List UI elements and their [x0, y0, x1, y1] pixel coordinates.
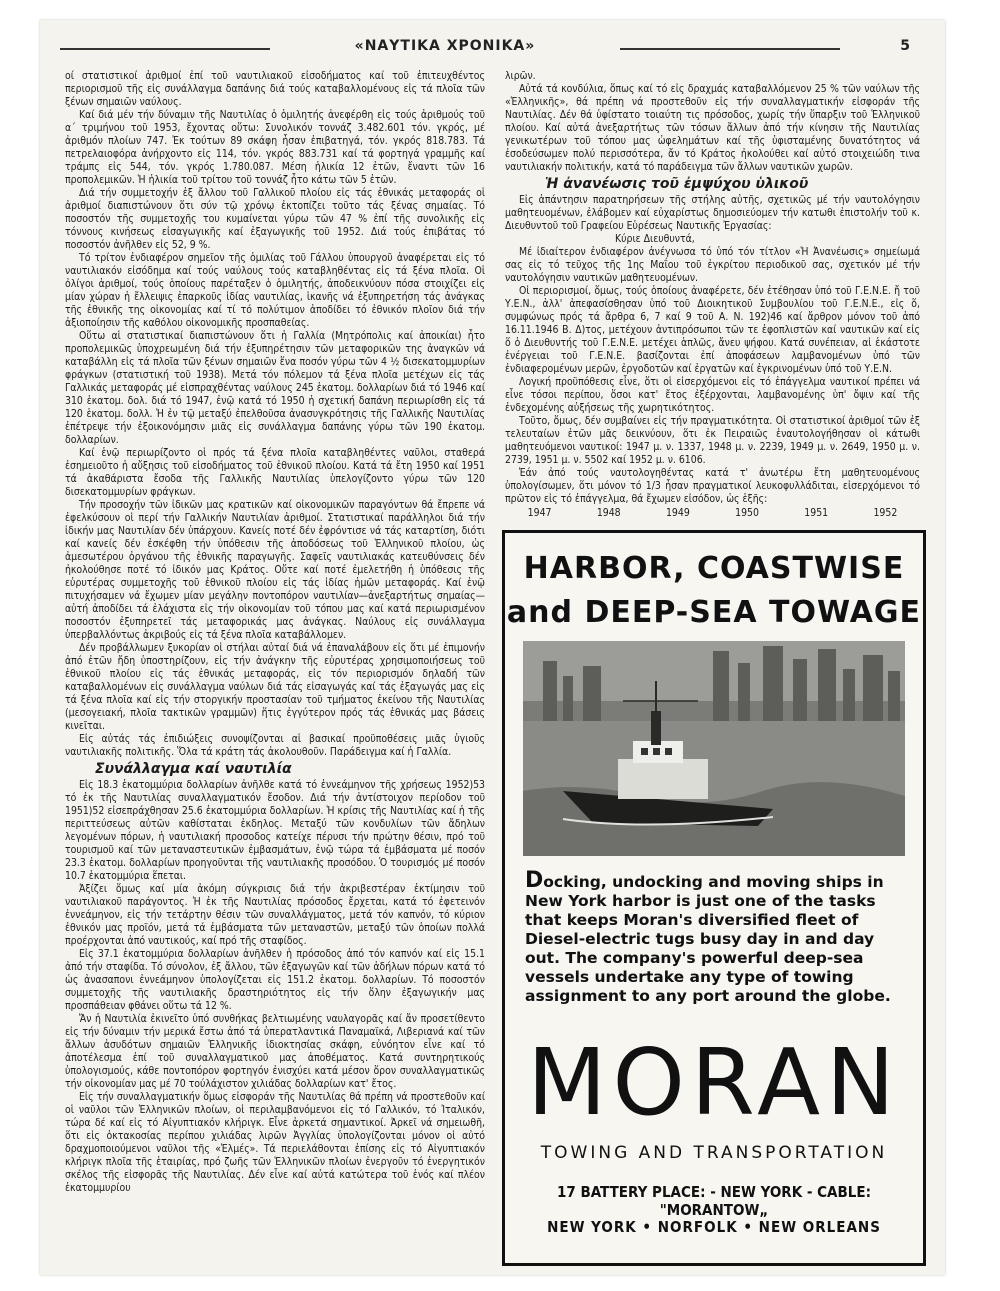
paragraph: Οὕτω αἱ στατιστικαί διαπιστώνουν ὅτι ἡ Γαλλία (Μητρόπολις καί ἀποικίαι) ἦτο προπολεμικῶς ὑποχρεωμένη διά τήν ἐξυπηρέτησιν τῶν μεταφορικῶν της ἀναγκῶν νά καταβάλλη εἰς τά πλοῖα τῶν ξένων σημαιῶν ἕνα ποσόν γύρω τῶν 4 ½ δισεκατομμυρίων φράγκων (στατιστική τοῦ 1938). Μετά τόν πόλεμον τά ξένα πλοῖα μετέχων εἰς τάς Γαλλικάς μεταφοράς μέ εἰσπραχθέντας ναύλους 245 ἑκατομ. δολλαρίων διά τό 1946 καί 310 ἑκατομ. δολ. διά τό 1947, ἐνῷ κατά τό 1950 ἡ σχετική δαπάνη περιωρίσθη εἰς τά 120 ἑκατομ. δολλ. Ἡ ἐν τῷ μεταξύ ἐπελθοῦσα ἀνασυγκρότησις τῆς Γαλλικῆς Ναυτιλίας ἐπέτρεψε τήν ἐξοικονόμησιν μιᾶς εἰς συνάλλαγμα δαπάνης γύρω τῶν 190 ἑκατομ. δολλαρίων.: [65, 330, 485, 446]
office-cities: NEW YORK • NORFOLK • NEW ORLEANS: [547, 1218, 881, 1236]
ad-body-text: [525, 868, 905, 1006]
paragraph: Ἀξίζει ὅμως καί μία ἀκόμη σύγκρισις διά τήν ἀκριβεστέραν ἐκτίμησιν τοῦ ναυτιλιακοῦ παράγοντος. Ἡ ἐκ τῆς Ναυτιλίας πρόσοδος ἔρχεται, κατά τό ἐφετεινόν ἐννεάμηνον, εἰς τήν τετάρτην θέσιν τῶν συναλλάγματος, μετά τόν καπνόν, τό κύριον ἐθνικόν μας προϊόν, μετά τά ἐμβάσματα τῶν μεταναστῶν, μεταξύ τῶν ὁποίων πολλά προέρχονται ἀπό ναυτικούς, καί πρό τῆς σταφίδος.: [65, 883, 485, 947]
table-cell: [782, 519, 851, 520]
right-column: [505, 70, 920, 520]
paragraph: Δέν προβάλλωμεν ξυκορίαν οἱ στήλαι αὐταί διά νά ἐπαναλάβουν εἰς ὅτι μέ ἐπιμονήν ἀπό ἐτῶν ἤδη ὑποστηρίζουν, εἰς τήν ἀνάγκην τῆς εὐρυτέρας χρησιμοποιήσεως τοῦ ἐθνικοῦ πλοίου εἰς τάς ἐθνικάς μεταφοράς, εἰς τόν περιορισμόν δηλαδή τῶν καταβαλλομένων εἰς συνάλλαγμα ναύλων διά τάς εἰσαγωγάς καί τάς ἐξαγωγάς μας εἰς τά ξένα πλοῖα καί εἰς τήν στοργικήν προστασίαν τοῦ τμήματος ἐκείνου τῆς Ναυτιλίας (μεσογειακή, πλοῖα τακτικῶν γραμμῶν) ἥτις ἐγγύτερον πρός τάς ἐθνικάς μας βάσεις κινεῖται.: [65, 642, 485, 732]
paragraph: Λογική προϋπόθεσις εἶνε, ὅτι οἱ εἰσερχόμενοι εἰς τό ἐπάγγελμα ναυτικοί πρέπει νά εἶνε τόσοι περίπου, ὅσοι κατ' ἔτος ἐξέρχονται, λαμβανομένης ὑπ' ὄψιν καί τῆς ἐνδεχομένης αὐξήσεως τῆς χωρητικότητος.: [505, 376, 920, 414]
paragraph: Εἰς τήν συναλλαγματικήν ὅμως εἰσφοράν τῆς Ναυτιλίας θά πρέπη νά προστεθοῦν καί οἱ ναῦλοι τῶν Ἑλληνικῶν πλοίων, οἱ περιλαμβανόμενοι εἰς τό Γαλλικόν, τό Ἰταλικόν, τώρα δέ καί εἰς τό Αἰγυπτιακόν κλήριγκ. Εἶνε ἀρκετά σημαντικοί. Ἀρκεῖ νά σημειωθῆ, ὅτι εἰς ὀκτακοσίας περίπου χιλιάδας λιρῶν Ἀγγλίας ὑπολογίζονται μόνον οἱ αὐτό δραχμοποιούμενοι ναῦλοι τῆς «Ἐλμές». Τά περιελάθονται ἐπίσης εἰς τό Αἰγυπτιακόν κλήριγκ πλοῖα τῆς ἑταιρίας, πρό ζωῆς τῶν Ἑλληνικῶν πλοίων ἐνεργοῦν τό ἐνεργητικόν σκέλος τῆς εἰσφορᾶς τῆς Ναυτιλίας. Δέν εἶνε καί αὐτά κατώτερα τοῦ ἑνός καί πλέον ἑκατομμυρίου: [65, 1091, 485, 1194]
ad-dropcap: D: [525, 868, 544, 893]
table-cell: [505, 519, 574, 520]
magazine-title: «ΝΑΥΤΙΚΑ ΧΡΟΝΙΚΑ»: [354, 38, 536, 54]
table-cell: 1947: [527, 507, 552, 519]
paragraph: Μέ ἰδιαίτερον ἐνδιαφέρον ἀνέγνωσα τό ὑπό τόν τίτλον «Ἡ Ἀνανέωσις» σημείωμά σας εἰς τό τεῦχος τῆς 1ης Μαΐου τοῦ ἐγκρίτου περιοδικοῦ σας, σχετικόν μέ τήν ναυτολόγησιν ναυτικῶν μαθητευομένων.: [505, 246, 920, 284]
paragraph: Τήν προσοχήν τῶν ἰδικῶν μας κρατικῶν καί οἰκονομικῶν παραγόντων θά ἔπρεπε νά ἐφελκύσουν οἱ περί τήν Γαλλικήν Ναυτιλίαν ἀριθμοί. Στατιστικαί παράλληλοι διά τήν ἰδικήν μας Ναυτιλίαν δέν ὑπάρχουν. Κανείς ποτέ δέν ἐφρόντισε νά τάς καταρτίση, διότι καί κανείς δέν ἐσκέφθη τήν ὑπόθεσιν τῆς ἀποδόσεως τοῦ Ἑλληνικοῦ πλοίου, ὡς ἀμεσωτέρου ὀργάνου τῆς ἐθνικῆς παραγωγῆς. Σαφεῖς ναυτιλιακάς κατευθύνσεις δέν ἠκολούθησε ποτέ τό ἰδικόν μας Κράτος. Οὔτε καί ποτέ ἐμελετήθη ἡ ὑπόθεσις τῆς εὐρυτέρας συμμετοχῆς τοῦ ἐθνικοῦ πλοίου εἰς τάς ἰδίας ἡμῶν μεταφοράς. Καί ἐνῷ πιτυχήσαμεν νά ἔχωμεν μίαν μεγάλην ποντοπόρον ναυτιλίαν—ἀνεξαρτήτως σημαίας—αὐτή ἀποδίδει τά ἐλάχιστα εἰς τήν οἰκονομίαν τοῦ τόπου μας καί κατά περιωρισμένον ποσοστόν ἐξυπηρετεῖ τάς μεταφορικάς μας ἀνάγκας. Ναύλους εἰς συνάλλαγμα ὑπερβαλλόντως ἀκριβούς εἰς τά ξένα πλοῖα καταβάλλομεν.: [65, 499, 485, 641]
table-cell: 1948: [596, 507, 621, 519]
paragraph: Εἰς ἀπάντησιν παρατηρήσεων τῆς στήλης αὐτῆς, σχετικῶς μέ τήν ναυτολόγησιν μαθητευομένων, ἐλάβομεν καί εὐχαρίστως δημοσιεύομεν τήν κατωθι ἐπιστολήν τοῦ κ. Διευθυντοῦ τοῦ Γραφείου Εὑρέσεως Ναυτικῆς Ἐργασίας:: [505, 194, 920, 232]
table-cell: 1952: [873, 507, 898, 519]
paragraph: λιρῶν.: [505, 70, 536, 82]
section-heading: Ἡ ἀνανέωσις τοῦ ἐμψύχου ὑλικοῦ: [545, 176, 809, 192]
ad-headline-1: HARBOR, COASTWISE: [523, 551, 905, 586]
paragraph: Διά τήν συμμετοχήν ἐξ ἄλλου τοῦ Γαλλικοῦ πλοίου εἰς τάς ἐθνικάς μεταφοράς οἱ ἀριθμοί διαπιστώνουν ὅτι σύν τῷ χρόνῳ ἐκτοπίζει τοῦτο τάς ξένας σημαίας. Τό ποσοστόν τῆς συμμετοχῆς του κυμαίνεται γύρω τῶν 47 % ἐπί τῆς συνολικῆς εἰς τόννους κινήσεως εἰσαγωγικῆς καί ἐξαγωγικῆς τοῦ 1952. Διά τούς ἐπιβάτας τό ποσοστόν ἀνῆλθεν εἰς 52, 9 %.: [65, 187, 485, 251]
letter-salutation: Κύριε Διευθυντά,: [615, 233, 695, 245]
brand-tagline: TOWING AND TRANSPORTATION: [540, 1143, 888, 1163]
table-cell: [574, 519, 643, 520]
table-cell: [643, 519, 712, 520]
company-address: 17 BATTERY PLACE: - NEW YORK - CABLE: "MORANTOW„: [557, 1183, 871, 1219]
page-number: 5: [900, 38, 910, 54]
header-rule-left: [60, 48, 270, 50]
page-header: [60, 38, 920, 58]
table-cell: 1950: [735, 507, 759, 519]
paragraph: Οἱ περιορισμοί, ὅμως, τούς ὁποίους ἀναφέρετε, δέν ἐτέθησαν ὑπό τοῦ Γ.Ε.Ν.Ε. ἤ τοῦ Υ.Ε.Ν., ἀλλ' ἀπεφασίσθησαν ὑπό τοῦ Διοικητικοῦ Συμβουλίου τοῦ Γ.Ε.Ν.Ε., εἰς ὅ, συμφώνως πρός τά ἄρθρα 6, 7 καί 9 τοῦ Α. Ν. 192)46 καί ἄρθρον μόνον τοῦ ἀπό 16.11.1946 Β. Δ)τος, μετέχουν ἀντιπρόσωποι τῶν τε ἐφοπλιστῶν καί ναυτικῶν καί εἰς ὅ ὁ Διευθυντής τοῦ Γ.Ε.Ν.Ε. μετέχει ἁπλῶς, ἄνευ ψήφου. Κατά συνέπειαν, αἱ ἑκάστοτε ἐνέργειαι τοῦ Γ.Ε.Ν.Ε. βασίζονται ἐπί ἀποφάσεων λαμβανομένων ὑπό τῶν ἐνδιαφερομένων μερῶν, ἐργοδοτῶν καί ἐργατῶν καί ἐγκρινομένων ὑπό τοῦ Υ.Ε.Ν.: [505, 285, 920, 375]
apprentice-stats-table: [505, 507, 920, 520]
magazine-page: [40, 20, 945, 1275]
ad-headline-2: and DEEP-SEA TOWAGE: [506, 595, 922, 630]
table-cell: [712, 519, 781, 520]
paragraph: Καί διά μέν τήν δύναμιν τῆς Ναυτιλίας ὁ ὁμιλητής ἀνεφέρθη εἰς τούς ἀριθμούς τοῦ α΄ τριμήνου τοῦ 1953, ἔχοντας οὕτω: Συνολικόν τοννάζ 3.482.601 τόν. γκρός, μέ ἀριθμόν πλοίων 747. Ἐκ τούτων 89 σκάφη ἦσαν ἐπιβατηγά, τόν. γκρός 818.783. Τά πετρελαιοφόρα ἀνήρχοντο εἰς 114, τόν. γκρός 883.731 καί τά φορτηγά γραμμῆς καί τράμπς εἰς 544, τόν. γκρός 1.780.087. Μέση ἡλικία 12 ἐτῶν, ἔναντι τῶν 16 προπολεμικῶν. Ἡ ἡλικία τοῦ τρίτου τοῦ τοννάζ ἦτο κάτω τῶν 5 ἐτῶν.: [65, 109, 485, 186]
table-cell: [851, 519, 920, 520]
header-rule-right: [620, 48, 840, 50]
moran-advertisement: [502, 530, 926, 1266]
left-column: [65, 70, 485, 1260]
table-row: [505, 507, 920, 519]
table-cell: 1951: [804, 507, 829, 519]
paragraph: Τοῦτο, ὅμως, δέν συμβαίνει εἰς τήν πραγματικότητα. Οἱ στατιστικοί ἀριθμοί τῶν ἐξ τελευταίων ἐτῶν μᾶς δεικνύουν, ὅτι ἐκ Πειραιῶς ἐναυτολογήθησαν οἱ κάτωθι μαθητευόμενοι ναυτικοί: 1947 μ. ν. 1337, 1948 μ. ν. 2239, 1949 μ. ν. 2649, 1950 μ. ν. 2739, 1951 μ. ν. 5502 καί 1952 μ. ν. 6106.: [505, 415, 920, 466]
paragraph: Εἰς 37.1 ἑκατομμύρια δολλαρίων ἀνῆλθεν ἡ πρόσοδος ἀπό τόν καπνόν καί εἰς 15.1 ἀπό τήν σταφίδα. Τό σύνολον, ἐξ ἄλλου, τῶν ἐξαγωγῶν καί τῶν ἀδήλων πόρων κατά τό ὡς ἀνασαπονι ἐννεάμηνον ὑπολογίζεται εἰς 151.2 ἑκατομ. δολλαρίων. Τό ποσοστόν συμμετοχῆς τῆς ναυτιλιακῆς δραστηριότητος εἰς τήν ὅλην ἐξαγωγικήν μας προσπάθειαν φθάνει οὕτω τά 12 %.: [65, 948, 485, 1012]
paragraph: Ἄν ἡ Ναυτιλία ἐκινεῖτο ὑπό συνθήκας βελτιωμένης ναυλαγορᾶς καί ἄν προσετίθεντο εἰς τήν δύναμιν τήν μερικά ἔστω ἀπό τά ὑπερατλαντικά Παναμαϊκά, Λιβεριανά καί τῶν ἄλλων ἀσυδότων σημαιῶν Ἑλληνικῆς ἰδιοκτησίας σκάφη, εὐνόητον εἶνε καί τό ἀποτέλεσμα ἐπί τοῦ συναλλαγματικοῦ μας ἀποθέματος. Κατά συντηρητικούς ὑπολογισμούς, κάθε ποντοπόρον φορτηγόν ἐνισχύει κατά μέσον ὅρον συναλλαγματικῶς τήν οἰκονομίαν μας μέ 70 τούλάχιστον χιλιάδας δολλαρίων κατ' ἔτος.: [65, 1013, 485, 1090]
paragraph: Εἰς αὐτάς τάς ἐπιδιώξεις συνοψίζονται αἱ βασικαί προϋποθέσεις μιᾶς ὑγιοῦς ναυτιλιακῆς πολιτικῆς. Ὅλα τά κράτη τάς ἀκολουθοῦν. Παράδειγμα καί ἡ Γαλλία.: [65, 733, 485, 758]
tugboat-photo: [523, 641, 905, 856]
paragraph: Εἰς 18.3 ἑκατομμύρια δολλαρίων ἀνῆλθε κατά τό ἐννεάμηνον τῆς χρήσεως 1952)53 τό ἐκ τῆς Ναυτιλίας συναλλαγματικόν ἔσοδον. Διά τήν ἀντίστοιχον περίοδον τοῦ 1951)52 εἰσεπράχθησαν 25.6 ἑκατομμύρια δολλαρίων. Ἡ κρίσις τῆς Ναυτιλίας καί ἡ τῆς περιττεύσεως αὐτῶν καθίσταται ἐκδηλος. Μεταξύ τῶν κονδυλίων τῶν ἄδηλων λεγομένων πόρων, ἡ ναυτιλιακή προσοδος κατείχε πέρυσι τήν πρώτην θέσιν, πρό τοῦ τουρισμοῦ καί τῶν μεταναστευτικῶν ἐμβασμάτων, ἐνῷ τώρα τά ἐμβάσματα μέ ποσόν 23.3 ἑκατομ. δολλαρίων προηγοῦνται τῆς ναυτιλιακῆς προσόδου. Ὁ τουρισμός μέ ποσόν 10.7 ἑκατομμύρια ἕπεται.: [65, 779, 485, 882]
paragraph: οί στατιστικοί ἀριθμοί ἐπί τοῦ ναυτιλιακοῦ εἰσοδήματος καί τοῦ ἐπιτευχθέντος περιορισμοῦ τῆς εἰς συνάλλαγμα δαπάνης διά τούς καταβαλλομένους εἰς τά πλοῖα τῶν ξένων σημαιῶν ναύλους.: [65, 70, 485, 108]
table-cell: 1949: [665, 507, 690, 519]
paragraph: Καί ἑνῷ περιωρίζοντο οἱ πρός τά ξένα πλοῖα καταβληθέντες ναῦλοι, σταθερά ἐσημειοῦτο ἡ αὔξησις τοῦ εἰσοδήματος τοῦ ἐθνικοῦ πλοίου. Κατά τά ἔτη 1950 καί 1951 τά ἀκαθάριστα ἔσοδα τῆς Γαλλικῆς Ναυτιλίας ὑπελογίζοντο γύρω τῶν 120 δισεκατομμυρίων φράγκων.: [65, 447, 485, 498]
section-heading: Συνάλλαγμα καί ναυτιλία: [95, 761, 292, 777]
paragraph: Τό τρίτον ἐνδιαφέρον σημεῖον τῆς ὁμιλίας τοῦ Γάλλου ὑπουργοῦ ἀναφέρεται εἰς τό ναυτιλιακόν εἰσόδημα καί τούς ναύλους τούς καταβληθέντας εἰς τά ξένα πλοῖα. Οἱ ὀλίγοι ἀριθμοί, τούς ὁποίους παρέταξεν ὁ ὁμιλητής, ἀποδεικνύουν πόσα στοιχίζει εἰς μίαν χώραν ἡ ἔλλειψις ἐπαρκοῦς ἰδίας ναυτιλίας, ἱκανῆς νά ἐξυπηρετήση τάς ἀνάγκας τῆς ἐθνικῆς της οἰκονομίας καί τί τό πολύτιμον ἀποδίδει τό ἐθνικόν πλοῖον διά τήν ἀξιοποίησιν τῆς καθόλου οἰκονομικῆς προσπαθείας.: [65, 252, 485, 329]
brand-logo: MORAN: [527, 1029, 901, 1136]
paragraph: Ἐάν ἀπό τούς ναυτολογηθέντας κατά τ' ἀνωτέρω ἔτη μαθητευομένους ὑπολογίσωμεν, ὅτι μόνον τό 1/3 ἦσαν πραγματικοί λευκοφυλλάδιται, εἰσερχόμενοι τό πρῶτον εἰς τό ἐπάγγελμα, θά ἔχωμεν εἰσόδον, ὡς ἑξῆς:: [505, 467, 920, 505]
table-row: [505, 519, 920, 520]
paragraph: Αὐτά τά κονδύλια, ὅπως καί τό εἰς δραχμάς καταβαλλόμενον 25 % τῶν ναύλων τῆς «Ἑλληνικῆς», θά πρέπη νά προστεθοῦν εἰς τήν συναλλαγματικήν εἰσφοράν τῆς Ναυτιλίας. Δέν θά ὑφίστατο τοιαύτη τις πρόσοδος, χωρίς τήν ὕπαρξιν τοῦ Ἑλληνικοῦ πλοίου. Καί αὐτά ἀνεξαρτήτως τῶν τόσων ἄλλων ἀπό τήν κίνησιν τῆς Ναυτιλίας γενικωτέρων τοῦ τόπου μας ὠφελημάτων καί τῆς ὑφισταμένης δυνατότητος νά ἐσοδεύσωμεν πολύ περισσότερα, ἄν τό Κράτος ἠκολούθει καί αὐτό στοιχειώδη τινα ναυτιλιακήν πολιτικήν, κατά τό παράδειγμα τῶν ἄλλων ναυτικῶν χωρῶν.: [505, 83, 920, 173]
ad-body-copy: ocking, undocking and moving ships in New York harbor is just one of the tasks that keeps Moran's diversified fleet of Diesel-electric tugs busy day in and day out. The company's powerful deep-sea vessels undertake any type of towing assignment to any port around the globe.: [525, 873, 891, 1005]
